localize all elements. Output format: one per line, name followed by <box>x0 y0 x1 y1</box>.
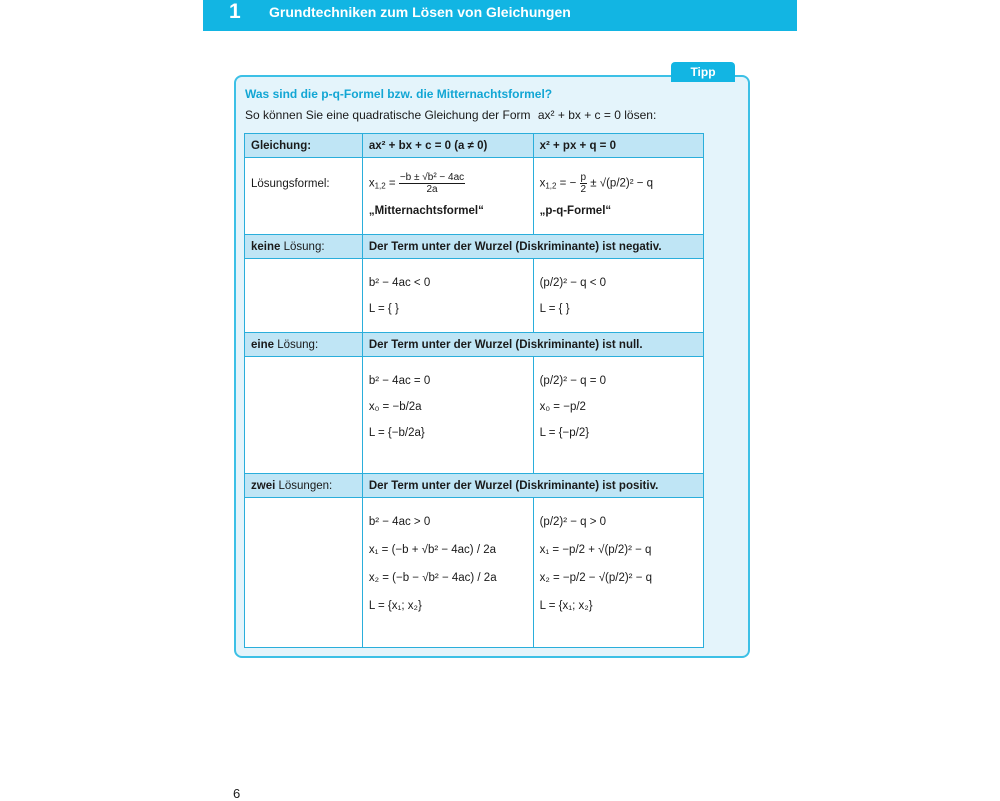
label-rest: Lösung: <box>274 338 319 351</box>
two-solutions-label <box>245 474 363 498</box>
fraction-numerator: −b ± √b² − 4ac <box>399 172 465 183</box>
one-solution-desc: Der Term unter der Wurzel (Diskriminante) ist null. <box>362 333 703 357</box>
label-bold: eine <box>251 338 275 351</box>
table-row-solution-formula <box>245 158 704 235</box>
table-row-no-solution <box>245 235 704 259</box>
empty-cell <box>245 357 363 474</box>
table-row-no-solution-details <box>245 259 704 333</box>
pq-formula-name: „p-q-Formel“ <box>539 205 612 217</box>
fraction-denominator: 2a <box>426 184 438 195</box>
table-row-two-solutions <box>245 474 704 498</box>
pq-root-term: ± √(p/2)² − q <box>590 177 654 190</box>
x-symbol: x <box>368 177 375 190</box>
empty-cell <box>245 498 363 648</box>
midnight-formula-cell <box>362 158 533 235</box>
chapter-header <box>203 0 797 31</box>
chapter-title: Grundtechniken zum Lösen von Gleichungen <box>269 4 571 20</box>
solution-value: x₀ = −p/2 <box>539 401 586 413</box>
pq-formula-cell <box>533 158 703 235</box>
discriminant-condition: (p/2)² − q > 0 <box>539 516 607 528</box>
discriminant-condition: b² − 4ac = 0 <box>368 375 431 387</box>
second-solution: x₂ = (−b − √b² − 4ac) / 2a <box>368 572 497 584</box>
no-solution-label <box>245 235 363 259</box>
table-row-one-solution-details <box>245 357 704 474</box>
label-rest: Lösung: <box>280 240 325 253</box>
tip-label: Tipp <box>671 62 735 82</box>
label-bold: keine <box>251 240 281 253</box>
chapter-number: 1 <box>229 0 241 23</box>
solution-set: L = { } <box>368 303 399 315</box>
pq-fraction <box>580 172 588 195</box>
label-bold: zwei <box>251 479 276 492</box>
formula-table <box>244 133 704 648</box>
x-symbol: x <box>539 177 546 190</box>
equation-general: ax² + bx + c = 0 (a ≠ 0) <box>362 134 533 158</box>
one-solution-left <box>362 357 533 474</box>
tip-intro <box>245 108 656 122</box>
second-solution: x₂ = −p/2 − √(p/2)² − q <box>539 572 653 584</box>
midnight-fraction <box>399 172 465 195</box>
discriminant-condition: b² − 4ac > 0 <box>368 516 431 528</box>
empty-cell <box>245 259 363 333</box>
discriminant-condition: (p/2)² − q = 0 <box>539 375 607 387</box>
discriminant-condition: (p/2)² − q < 0 <box>539 277 607 289</box>
intro-text: So können Sie eine quadratische Gleichung der Form <box>245 108 531 122</box>
solution-value: x₀ = −b/2a <box>368 401 422 413</box>
two-solutions-desc: Der Term unter der Wurzel (Diskriminante) ist positiv. <box>362 474 703 498</box>
solution-set: L = { } <box>539 303 570 315</box>
solution-set: L = {x₁; x₂} <box>539 600 593 612</box>
table-row-equation <box>245 134 704 158</box>
no-solution-right <box>533 259 703 333</box>
table-row-one-solution <box>245 333 704 357</box>
intro-end: lösen: <box>624 108 657 122</box>
one-solution-right <box>533 357 703 474</box>
two-solutions-right <box>533 498 703 648</box>
equation-normal: x² + px + q = 0 <box>533 134 703 158</box>
fraction-denominator: 2 <box>580 184 587 195</box>
equation-label: Gleichung: <box>245 134 363 158</box>
subscript: 1,2 <box>374 181 386 191</box>
fraction-numerator: p <box>580 172 587 183</box>
discriminant-condition: b² − 4ac < 0 <box>368 277 431 289</box>
first-solution: x₁ = (−b + √b² − 4ac) / 2a <box>368 544 497 556</box>
tip-question: Was sind die p-q-Formel bzw. die Mitternachtsformel? <box>245 87 553 101</box>
intro-formula: ax² + bx + c = 0 <box>537 108 621 122</box>
no-solution-desc: Der Term unter der Wurzel (Diskriminante) ist negativ. <box>362 235 703 259</box>
pq-equals: = − <box>559 177 577 190</box>
solution-formula-label: Lösungsformel: <box>245 158 363 235</box>
label-rest: Lösungen: <box>275 479 333 492</box>
subscript: 1,2 <box>545 181 557 191</box>
solution-set: L = {−p/2} <box>539 427 590 439</box>
table-row-two-solutions-details <box>245 498 704 648</box>
midnight-formula: $x_{1,2}$ = $\frac{\text{−b ± √b² − 4ac}}{2a}$ <box>368 172 465 195</box>
one-solution-label <box>245 333 363 357</box>
solution-set: L = {−b/2a} <box>368 427 425 439</box>
solution-set: L = {x₁; x₂} <box>368 600 422 612</box>
no-solution-left <box>362 259 533 333</box>
first-solution: x₁ = −p/2 + √(p/2)² − q <box>539 544 652 556</box>
page-number: 6 <box>233 786 241 801</box>
two-solutions-left <box>362 498 533 648</box>
midnight-formula-name: „Mitternachtsformel“ <box>368 205 484 217</box>
pq-formula <box>540 172 697 195</box>
